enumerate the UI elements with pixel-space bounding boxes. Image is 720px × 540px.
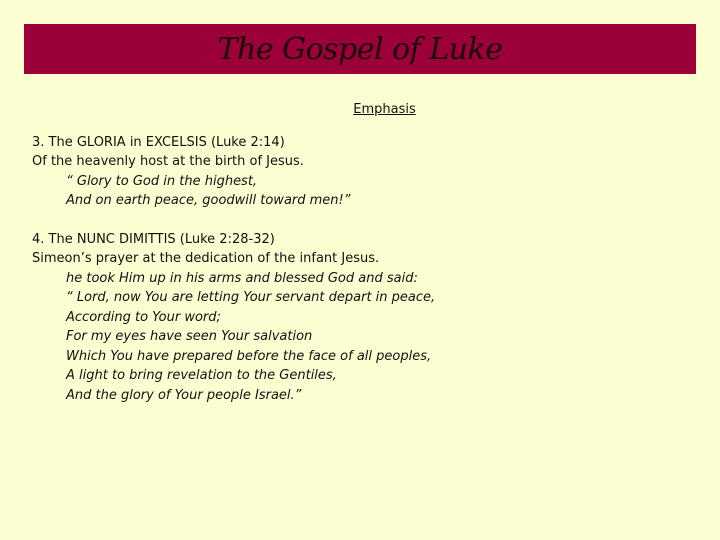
title-bar <box>24 24 696 74</box>
quote-line: A light to bring revelation to the Gentiles, <box>66 368 337 383</box>
slide-title: The Gospel of Luke <box>217 31 503 67</box>
section-heading: 4. The NUNC DIMITTIS (Luke 2:28-32) <box>32 231 275 247</box>
quote-line: For my eyes have seen Your salvation <box>66 329 313 344</box>
slide-content <box>32 100 692 424</box>
quote-line: Which You have prepared before the face of all peoples, <box>66 348 432 364</box>
section-intro: Simeon’s prayer at the dedication of the infant Jesus. <box>32 251 380 266</box>
quote-line: According to Your word; <box>66 309 221 325</box>
emphasis-heading: Emphasis <box>353 102 416 117</box>
section-nunc-dimittis <box>32 230 692 406</box>
quote-line: “ Glory to God in the highest, <box>66 173 258 189</box>
quote-line: he took Him up in his arms and blessed God and said: <box>66 270 418 286</box>
section-heading: 3. The GLORIA in EXCELSIS (Luke 2:14) <box>32 134 285 150</box>
quote-line: And the glory of Your people Israel.” <box>66 387 302 403</box>
quote-line: And on earth peace, goodwill toward men!” <box>66 193 351 208</box>
quote-line: “ Lord, now You are letting Your servant depart in peace, <box>66 290 436 305</box>
section-intro: Of the heavenly host at the birth of Jesus. <box>32 154 304 169</box>
section-gloria <box>32 133 692 211</box>
